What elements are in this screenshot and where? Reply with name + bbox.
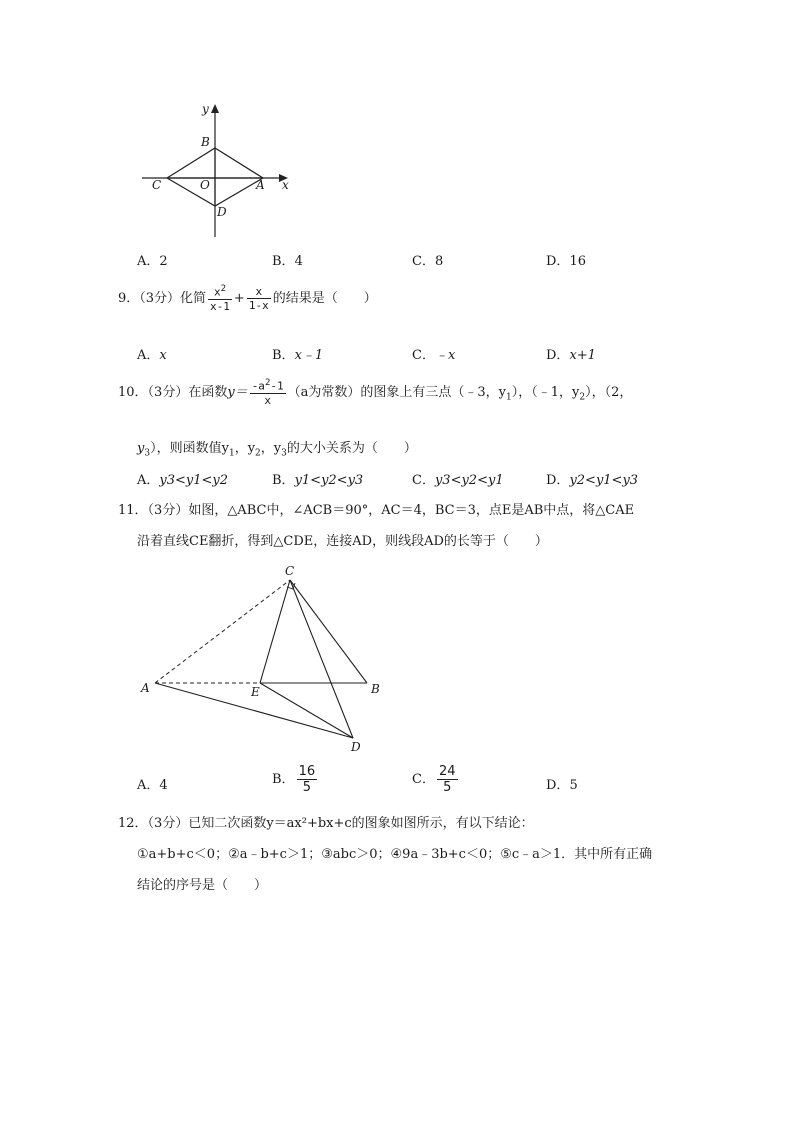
segment-ce [260, 580, 290, 683]
q10-stem-line2: $y_3$），则函数值$y_1$，$y_2$，$y_3$的大小关系为（ ） [137, 441, 417, 459]
label-c: C [152, 178, 162, 192]
label-y: y [202, 102, 209, 116]
label-c: C [285, 564, 295, 578]
y-axis-arrow [211, 104, 219, 113]
q9-option-b: B．x﹣1 [272, 348, 324, 363]
q8-figure [130, 95, 310, 245]
label-o: O [200, 178, 210, 192]
q8-option-a: A．2 [137, 254, 168, 269]
q10-option-a: A．y3<y1<y2 [137, 473, 229, 488]
q9-option-d: D．x+1 [546, 348, 596, 363]
label-x: x [282, 178, 289, 192]
q11-option-c: C． $\frac{24}{5}$ [412, 764, 456, 795]
q11-stem-line1: 11．（3分）如图，△ABC中，∠ACB＝90°，AC＝4，BC＝3，点E是AB中点，将△CAE [118, 503, 635, 518]
q11-option-b: B． $\frac{16}{5}$ [272, 764, 316, 795]
label-a: A [141, 681, 150, 695]
q8-option-b: B．4 [272, 254, 303, 269]
q10-option-d: D．y2<y1<y3 [546, 473, 639, 488]
q12-stem-line3: 结论的序号是（ ） [137, 878, 268, 893]
q10-stem-line1: 10．（3分）在函数y＝ $\frac{-a^2-1}{x}$ （a为常数）的图象上有三点（﹣3，$y_1$），（﹣1，$y_2$），（2， [118, 378, 633, 407]
label-a: A [256, 178, 265, 192]
segment-ac [155, 580, 290, 683]
label-e: E [251, 685, 260, 699]
q11-option-d: D．5 [546, 778, 578, 793]
segment-cd [290, 580, 353, 738]
q12-stem-line2: ①a+b+c＜0；②a﹣b+c＞1；③abc＞0；④9a﹣3b+c＜0；⑤c﹣a＞1．其中所有正确 [137, 847, 653, 862]
segment-ed [260, 683, 353, 738]
q8-option-d: D．16 [546, 254, 586, 269]
q10-option-c: C．y3<y2<y1 [412, 473, 504, 488]
q11-figure [135, 560, 395, 755]
label-d: D [351, 740, 361, 754]
segment-cb [290, 580, 367, 683]
q9-option-c: C．﹣x [412, 348, 456, 363]
q8-option-c: C．8 [412, 254, 444, 269]
q10-option-b: B．y1<y2<y3 [272, 473, 364, 488]
q9-option-a: A．x [137, 348, 167, 363]
label-b: B [201, 135, 210, 149]
label-d: D [217, 205, 227, 219]
label-b: B [371, 682, 380, 696]
q12-stem-line1: 12．（3分）已知二次函数y＝ax²+bx+c的图象如图所示，有以下结论： [118, 816, 534, 831]
q11-option-a: A．4 [137, 778, 168, 793]
q9-stem: 9．（3分）化简 $\frac{x^2}{x-1}$ + $\frac{x}{1-x}$ 的结果是（ ） [118, 284, 377, 313]
q11-stem-line2: 沿着直线CE翻折，得到△CDE，连接AD，则线段AD的长等于（ ） [137, 534, 548, 549]
